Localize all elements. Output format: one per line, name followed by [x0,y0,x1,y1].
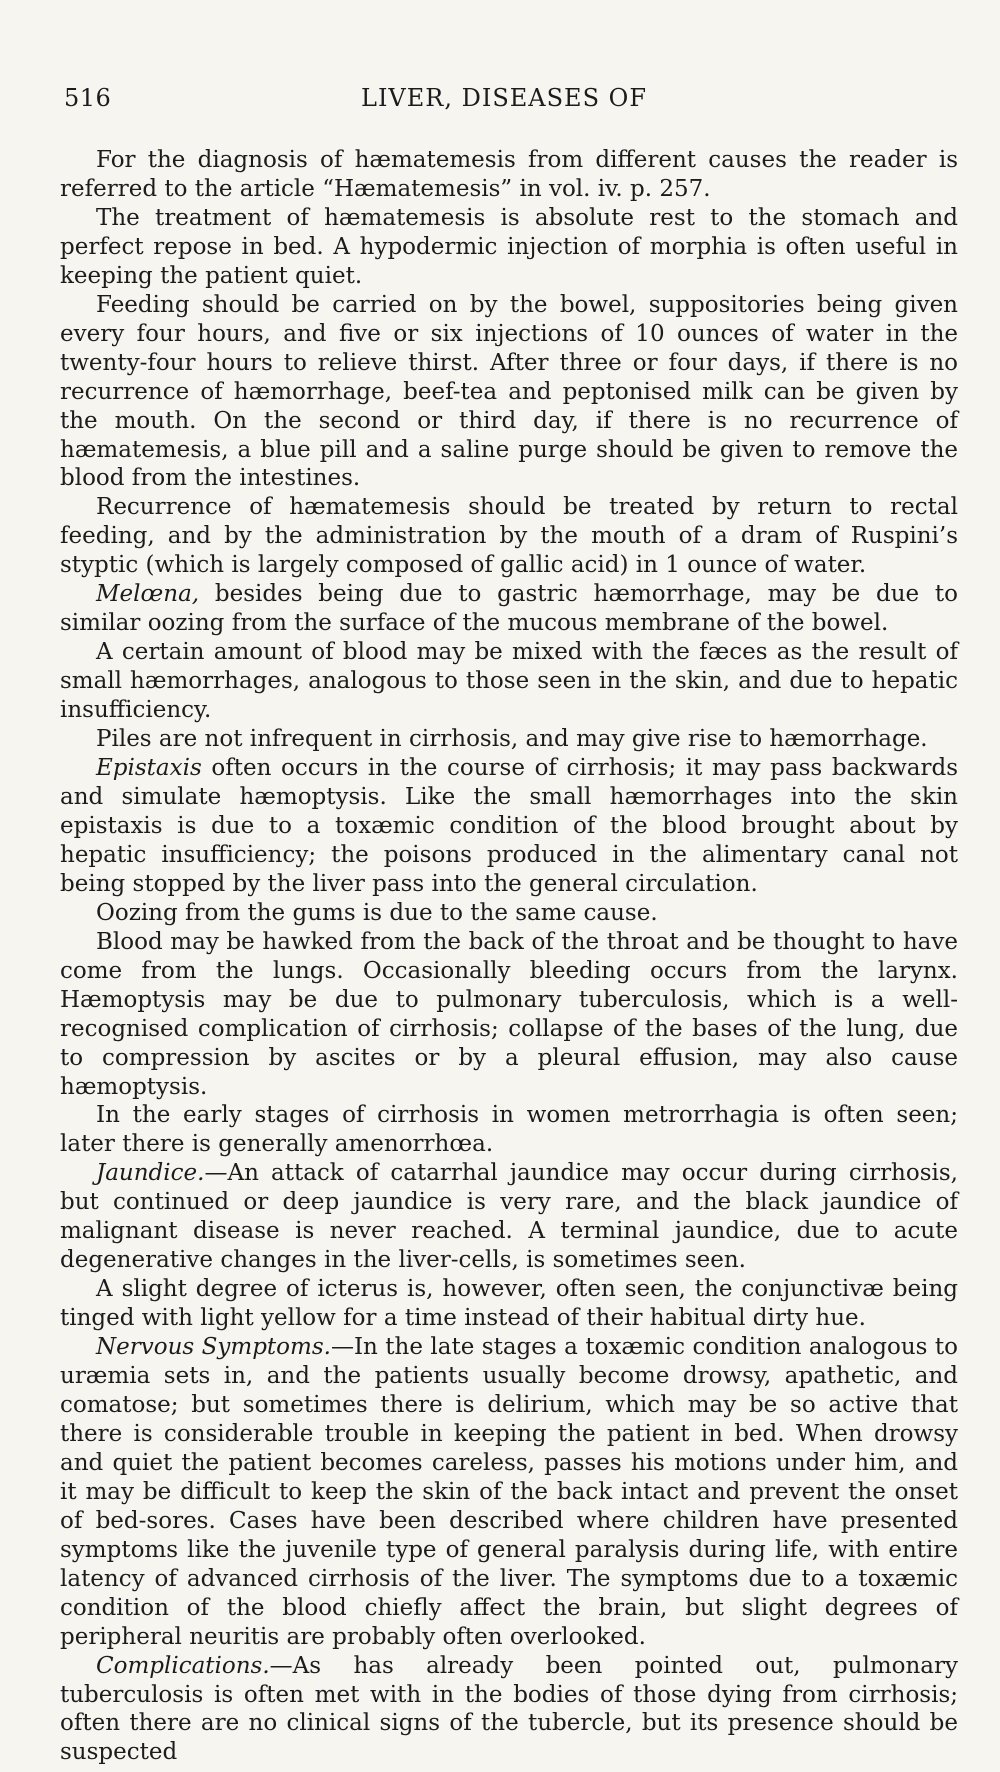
paragraph-text: Piles are not infrequent in cirrhosis, and may give rise to hæmorrhage. [96,726,928,753]
paragraph-text: The treatment of hæmatemesis is absolute rest to the stomach and perfect repose in bed. A hypodermic injection of morphia is often useful in keeping the patient quiet. [60,204,958,289]
paragraph [60,725,958,754]
paragraph [60,1101,958,1159]
paragraph [60,580,958,638]
paragraph-lead: Complications. [96,1652,270,1679]
paragraph-lead: Nervous Symptoms. [96,1334,331,1361]
page-number: 516 [64,84,112,112]
paragraph [60,928,958,1102]
paragraph [60,754,958,899]
paragraph-text: Oozing from the gums is due to the same cause. [96,899,658,926]
paragraph-text: For the diagnosis of hæmatemesis from different causes the reader is referred to the article “Hæmatemesis” in vol. iv. p. 257. [60,147,958,202]
paragraph [60,1652,958,1768]
paragraph-text: A certain amount of blood may be mixed with the fæces as the result of small hæmorrhages, analogous to those seen in the skin, and due to hepatic insufficiency. [60,639,958,724]
paragraph [60,1275,958,1333]
paragraph-text: —In the late stages a toxæmic condition analogous to uræmia sets in, and the patients usually become drowsy, apathetic, and comatose; but sometimes there is delirium, which may be so active that there is considerable trouble in keeping the patient in bed. When drowsy and quiet the patient becomes careless, passes his motions under him, and it may be difficult to keep the skin of the back intact and prevent the onset of bed-sores. Cases have been described where children have presented symptoms like the juvenile type of general paralysis during life, with entire latency of advanced cirrhosis of the liver. The symptoms due to a toxæmic condition of the blood chiefly affect the brain, but slight degrees of peripheral neuritis are probably often overlooked. [60,1334,958,1650]
paragraph [60,899,958,928]
paragraph-lead: Melœna, [96,581,200,608]
paragraph-text: besides being due to gastric hæmorrhage, may be due to similar oozing from the surface of the mucous membrane of the bowel. [60,581,958,637]
paragraph [60,146,958,204]
paragraph-text: —An attack of catarrhal jaundice may occur during cirrhosis, but continued or deep jaundice is very rare, and the black jaundice of malignant disease is never reached. A terminal jaundice, due to acute degenerative changes in the liver-cells, is sometimes seen. [60,1160,958,1274]
paragraph-text: In the early stages of cirrhosis in women metrorrhagia is often seen; later there is generally amenorrhœa. [60,1102,958,1158]
paragraph [60,493,958,580]
page-header [64,84,944,124]
paragraph [60,1159,958,1275]
paragraph-lead: Jaundice. [96,1160,205,1187]
paragraph-text: Feeding should be carried on by the bowel, suppositories being given every four hours, and five or six injections of 10 ounces of water in the twenty-four hours to relieve thirst. After three or four days, if there is no recurrence of hæmorrhage, beef-tea and peptonised milk can be given by the mouth. On the second or third day, if there is no recurrence of hæmatemesis, a blue pill and a saline purge should be given to remove the blood from the intestines. [60,291,958,492]
paragraph-text: A slight degree of icterus is, however, often seen, the conjunctivæ being tinged with light yellow for a time instead of their habitual dirty hue. [60,1276,958,1332]
paragraph [60,291,958,494]
paragraph [60,1333,958,1651]
paragraph-text: often occurs in the course of cirrhosis; it may pass backwards and simulate hæmoptysis. Like the small hæmorrhages into the skin epistaxis is due to a toxæmic condition of the blood brought about by hepatic insufficiency; the poisons produced in the alimentary canal not being stopped by the liver pass into the general circulation. [60,755,958,897]
body-text [60,146,958,1767]
paragraph [60,638,958,725]
paragraph [60,204,958,291]
paragraph-text: Blood may be hawked from the back of the throat and be thought to have come from the lungs. Occasionally bleeding occurs from the larynx. Hæmoptysis may be due to pulmonary tuberculosis, which is a well-recognised complication of cirrhosis; collapse of the bases of the lung, due to compression by ascites or by a pleural effusion, may also cause hæmoptysis. [60,928,958,1100]
paragraph-lead: Epistaxis [96,755,202,782]
running-head: LIVER, DISEASES OF [361,84,647,112]
paragraph-text: —As has already been pointed out, pulmonary tuberculosis is often met with in the bodies of those dying from cirrhosis; often there are no clinical signs of the tubercle, but its presence should be suspected [60,1652,958,1766]
paragraph-text: Recurrence of hæmatemesis should be treated by return to rectal feeding, and by the administration by the mouth of a dram of Ruspini’s styptic (which is largely composed of gallic acid) in 1 ounce of water. [60,494,958,579]
